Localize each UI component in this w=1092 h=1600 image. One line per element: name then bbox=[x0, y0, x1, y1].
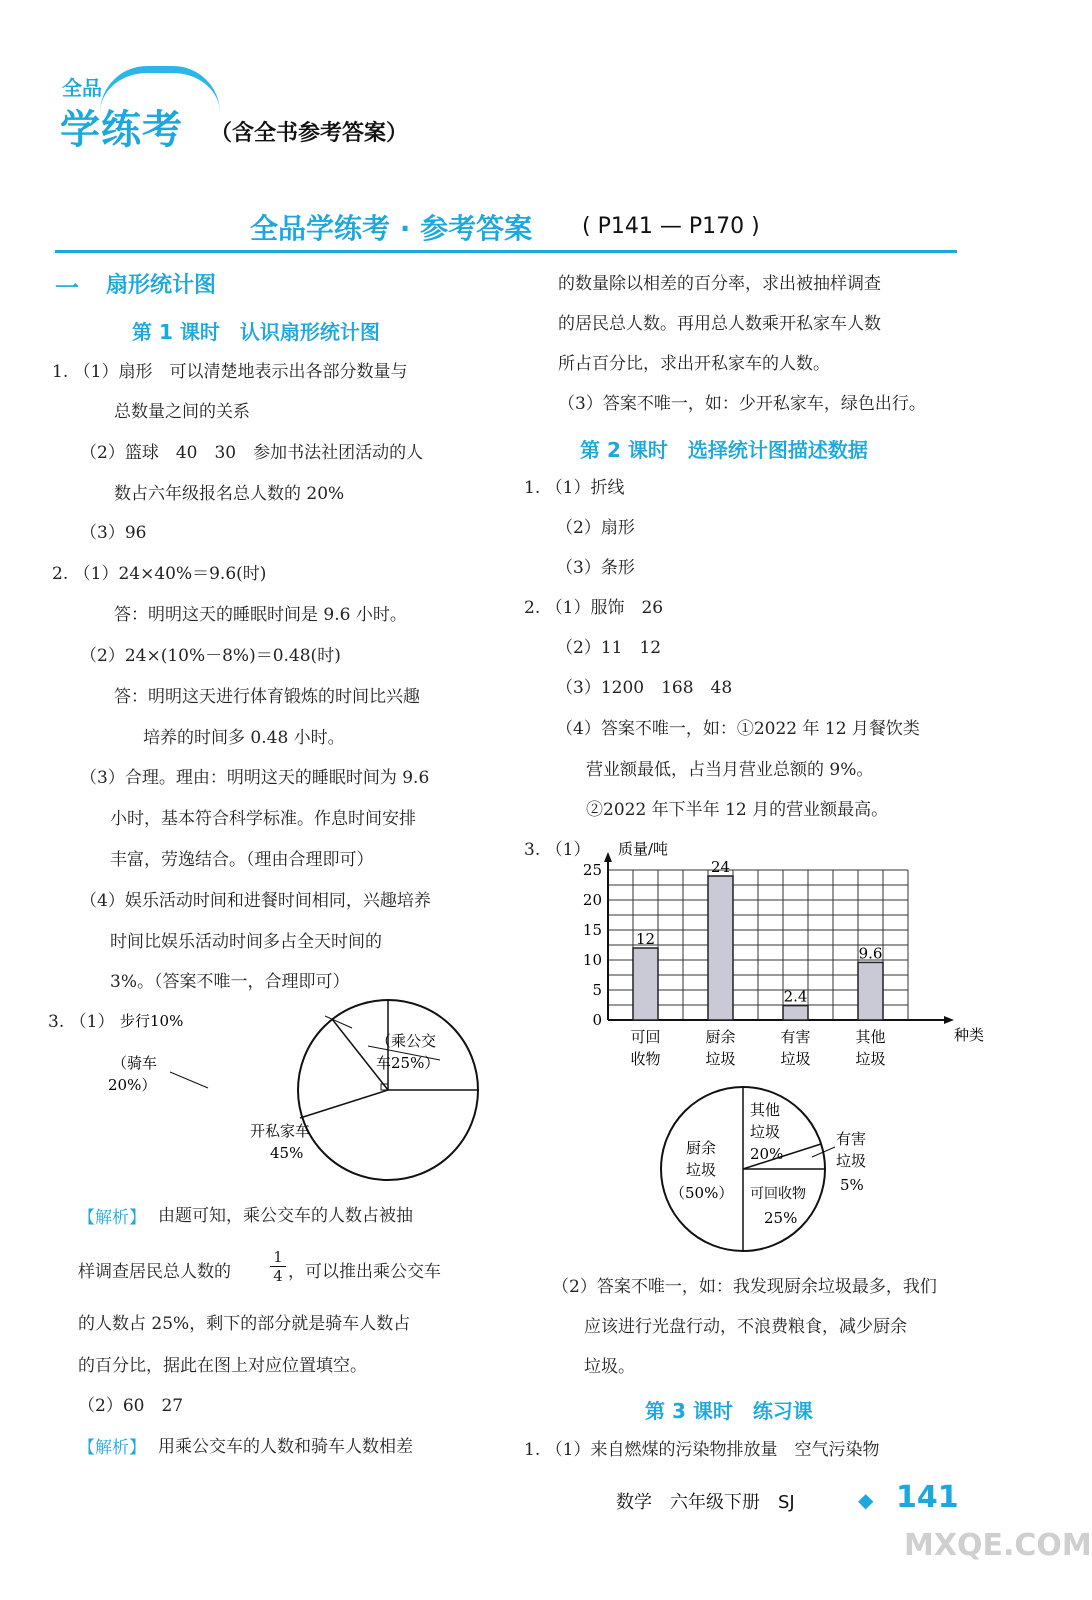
pie1-label-car: 45% bbox=[270, 1144, 304, 1162]
text-line: 的数量除以相差的百分率，求出被抽样调查 bbox=[558, 274, 881, 294]
pie1-label-bike: （骑车 bbox=[112, 1054, 158, 1072]
x-tick-label: 垃圾 bbox=[705, 1050, 736, 1068]
text-line: 应该进行光盘行动，不浪费粮食，减少厨余 bbox=[584, 1317, 907, 1337]
text-line: （2）11 12 bbox=[556, 638, 662, 658]
x-tick-label: 其他 bbox=[855, 1028, 886, 1046]
fraction-numerator: 1 bbox=[273, 1248, 283, 1266]
text-line: 答：明明这天进行体育锻炼的时间比兴趣 bbox=[114, 687, 420, 707]
pie1-leader bbox=[170, 1072, 208, 1088]
lesson1-title: 第 1 课时 认识扇形统计图 bbox=[132, 320, 380, 344]
text-line: 所占百分比，求出开私家车的人数。 bbox=[558, 354, 830, 374]
text-line: （4）答案不唯一，如：①2022 年 12 月餐饮类 bbox=[556, 719, 920, 739]
unit-number: 一 bbox=[55, 274, 79, 302]
text-line: 总数量之间的关系 bbox=[114, 402, 250, 422]
diamond-icon: ◆ bbox=[858, 1488, 874, 1512]
text-line: （2）扇形 bbox=[556, 518, 635, 538]
pie-chart-garbage bbox=[640, 1085, 900, 1265]
y-tick-label: 25 bbox=[582, 861, 602, 879]
q3r-label: 3. （1） bbox=[524, 840, 591, 860]
text-line: 1. （1）扇形 可以清楚地表示出各部分数量与 bbox=[52, 362, 408, 382]
lesson2-title: 第 2 课时 选择统计图描述数据 bbox=[580, 438, 868, 462]
text-line: （3）96 bbox=[80, 523, 147, 543]
pie-chart-travel bbox=[100, 1000, 460, 1200]
x-axis-arrow bbox=[944, 1016, 954, 1024]
text-line: （2）24×(10%－8%)＝0.48(时) bbox=[80, 646, 341, 666]
bar-value-label: 9.6 bbox=[858, 944, 883, 963]
text-line: （2）答案不唯一，如：我发现厨余垃圾最多，我们 bbox=[552, 1277, 937, 1297]
watermark: MXQE.COM bbox=[904, 1528, 1092, 1563]
footer-text: 数学 六年级下册 SJ bbox=[616, 1492, 795, 1513]
logo-small: 全品 bbox=[62, 76, 102, 100]
page-range: ( P141 — P170 ) bbox=[582, 214, 760, 239]
pie1-label-walk: 步行10% bbox=[120, 1012, 184, 1030]
text-line: 答：明明这天的睡眠时间是 9.6 小时。 bbox=[114, 605, 407, 625]
text-line: 垃圾。 bbox=[584, 1357, 635, 1377]
text-line: （3）合理。理由：明明这天的睡眠时间为 9.6 bbox=[80, 768, 430, 788]
pie2-label-other: 20% bbox=[750, 1145, 784, 1163]
y-tick-label: 0 bbox=[592, 1011, 602, 1029]
x-tick-label: 垃圾 bbox=[780, 1050, 811, 1068]
text-line: （3）1200 168 48 bbox=[556, 678, 733, 698]
text-line: 丰富，劳逸结合。（理由合理即可） bbox=[110, 850, 374, 870]
pie2-label-harmful: 5% bbox=[840, 1176, 864, 1194]
pie1-label-bike: 20%） bbox=[108, 1076, 157, 1094]
pie2-label-recycle: 可回收物 bbox=[750, 1186, 806, 1202]
text-line: 1. （1）折线 bbox=[524, 478, 625, 498]
text-line: 用乘公交车的人数和骑车人数相差 bbox=[158, 1437, 413, 1457]
pie2-label-kitchen: 垃圾 bbox=[686, 1161, 717, 1179]
title-rule bbox=[55, 250, 957, 253]
fraction-denominator: 4 bbox=[270, 1266, 286, 1285]
pie2-label-other: 垃圾 bbox=[750, 1123, 781, 1141]
text-line: 的居民总人数。再用总人数乘开私家车人数 bbox=[558, 314, 881, 334]
text-line: 2. （1）服饰 26 bbox=[524, 598, 664, 618]
text-line: ，可以推出乘公交车 bbox=[288, 1262, 441, 1282]
bar-value-label: 2.4 bbox=[783, 987, 808, 1006]
unit-title: 扇形统计图 bbox=[106, 273, 217, 298]
text-line: 2. （1）24×40%＝9.6(时) bbox=[52, 564, 267, 584]
text-line: 数占六年级报名总人数的 20% bbox=[114, 484, 345, 504]
page-title: 全品学练考 · 参考答案 bbox=[250, 212, 533, 245]
text-line: （3）答案不唯一，如：少开私家车，绿色出行。 bbox=[558, 394, 926, 414]
page-number: 141 bbox=[896, 1480, 959, 1515]
pie2-label-recycle: 25% bbox=[764, 1209, 798, 1227]
bar bbox=[708, 876, 733, 1020]
text-line: 小时，基本符合科学标准。作息时间安排 bbox=[110, 809, 416, 829]
pie1-label-car: 开私家车 bbox=[250, 1122, 311, 1140]
y-axis-arrow bbox=[604, 852, 612, 862]
lesson3-title: 第 3 课时 练习课 bbox=[645, 1399, 813, 1423]
text-line: 的百分比，据此在图上对应位置填空。 bbox=[78, 1356, 367, 1376]
text-line: 营业额最低，占当月营业总额的 9%。 bbox=[586, 760, 874, 780]
pie1-label-bus: 车25%） bbox=[376, 1054, 440, 1072]
text-line: 培养的时间多 0.48 小时。 bbox=[143, 728, 345, 748]
bar bbox=[633, 948, 658, 1020]
analysis-tag: 【解析】 bbox=[78, 1208, 146, 1228]
text-line: ②2022 年下半年 12 月的营业额最高。 bbox=[586, 800, 889, 820]
x-tick-label: 垃圾 bbox=[855, 1050, 886, 1068]
text-line: （2）篮球 40 30 参加书法社团活动的人 bbox=[80, 443, 424, 463]
x-tick-label: 厨余 bbox=[705, 1028, 736, 1046]
pie2-label-kitchen: 厨余 bbox=[686, 1139, 717, 1157]
text-line: 的人数占 25%，剩下的部分就是骑车人数占 bbox=[78, 1314, 411, 1334]
text-line: （4）娱乐活动时间和进餐时间相同，兴趣培养 bbox=[80, 891, 431, 911]
text-line: （3）条形 bbox=[556, 558, 635, 578]
logo: 学练考 bbox=[60, 107, 183, 153]
text-line: 由题可知，乘公交车的人数占被抽 bbox=[158, 1206, 413, 1226]
bar bbox=[858, 962, 883, 1020]
y-tick-label: 10 bbox=[582, 951, 602, 969]
bar-value-label: 24 bbox=[710, 858, 731, 876]
pie1-divider bbox=[300, 1090, 388, 1118]
y-tick-label: 5 bbox=[592, 981, 602, 999]
text-line: 样调查居民总人数的 bbox=[78, 1262, 231, 1282]
bar-chart-garbage bbox=[560, 840, 985, 1075]
text-line: 3%。（答案不唯一，合理即可） bbox=[110, 972, 350, 992]
text-line: 1. （1）来自燃煤的污染物排放量 空气污染物 bbox=[524, 1440, 880, 1460]
x-tick-label: 收物 bbox=[630, 1050, 661, 1068]
analysis-tag: 【解析】 bbox=[78, 1438, 146, 1458]
y-tick-label: 20 bbox=[582, 891, 602, 909]
x-axis-label: 种类 bbox=[954, 1026, 985, 1044]
pie2-label-kitchen: （50%） bbox=[670, 1184, 734, 1202]
logo-subtitle: （含全书参考答案） bbox=[210, 121, 409, 146]
text-line: 时间比娱乐活动时间多占全天时间的 bbox=[110, 932, 382, 952]
pie1-label-bus: （乘公交 bbox=[376, 1032, 437, 1050]
x-tick-label: 有害 bbox=[780, 1028, 811, 1046]
bar-value-label: 12 bbox=[635, 930, 656, 948]
y-axis-label: 质量/吨 bbox=[618, 840, 669, 858]
x-tick-label: 可回 bbox=[630, 1028, 661, 1046]
pie2-label-harmful: 有害 bbox=[836, 1130, 867, 1148]
bar bbox=[783, 1006, 808, 1020]
text-line: （2）60 27 bbox=[78, 1396, 184, 1416]
y-tick-label: 15 bbox=[582, 921, 602, 939]
fraction bbox=[270, 1248, 286, 1285]
pie2-label-other: 其他 bbox=[750, 1101, 781, 1119]
pie2-label-harmful: 垃圾 bbox=[836, 1152, 867, 1170]
q3-label: 3. （1） bbox=[48, 1012, 115, 1032]
